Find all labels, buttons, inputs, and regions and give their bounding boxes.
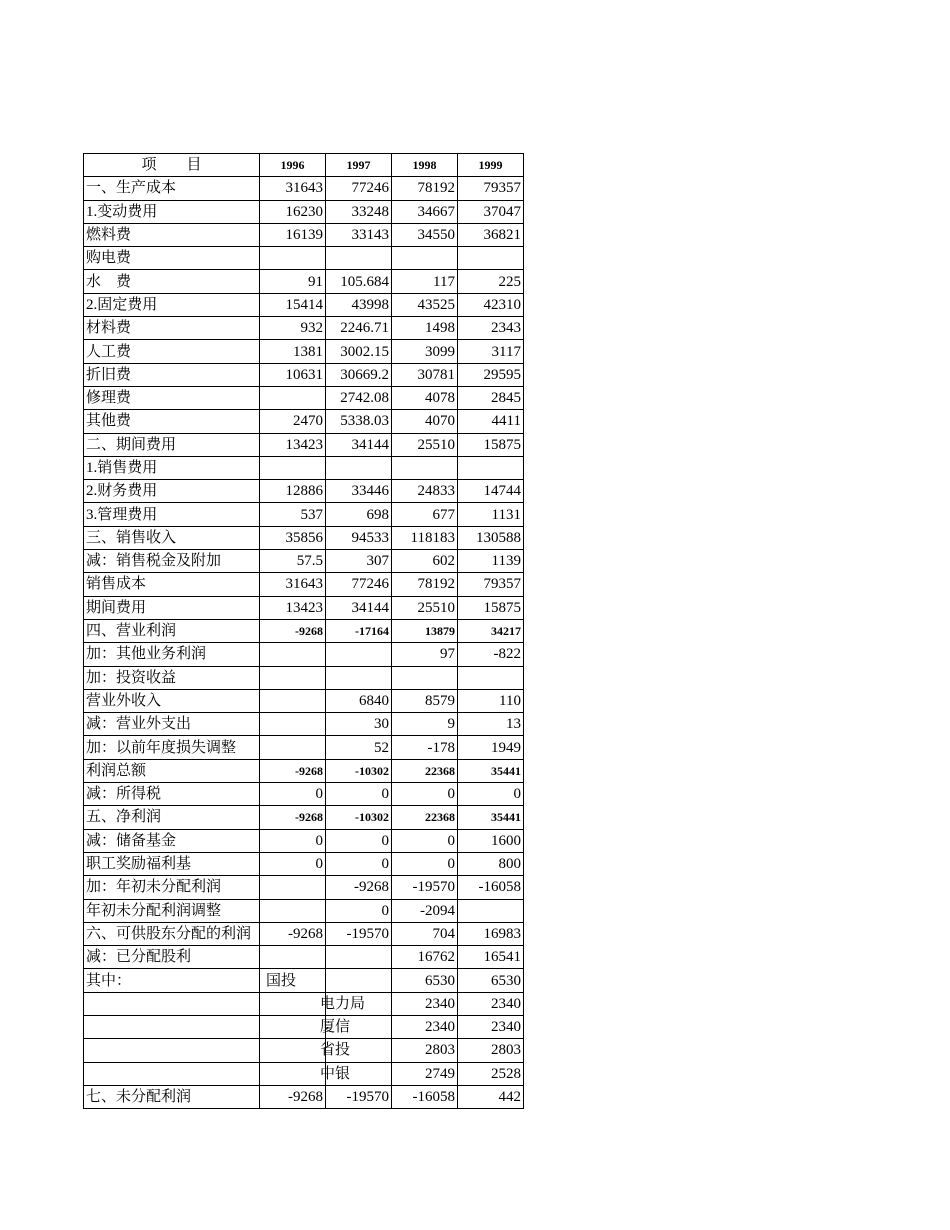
row-label	[84, 876, 260, 899]
sub-label: 电力局	[320, 995, 366, 1012]
cell-1996	[260, 969, 326, 992]
table-row	[84, 433, 524, 456]
cell-1999: 37047	[458, 200, 524, 223]
sub-label: 省投	[320, 1042, 351, 1059]
row-label	[84, 1085, 260, 1108]
row-label-text: 减：所得税	[86, 786, 162, 803]
table-row	[84, 783, 524, 806]
cell-1998: 0	[392, 852, 458, 875]
row-label-text: 减：销售税金及附加	[86, 553, 222, 570]
cell-1999: 35441	[458, 759, 524, 782]
cell-1997: 33248	[326, 200, 392, 223]
cell-1998: 43525	[392, 293, 458, 316]
row-label	[84, 759, 260, 782]
table-row	[84, 666, 524, 689]
cell-1998: 4070	[392, 410, 458, 433]
cell-1996: 15414	[260, 293, 326, 316]
row-label	[84, 247, 260, 270]
cell-1998: -178	[392, 736, 458, 759]
header-year-1996: 1996	[260, 154, 326, 177]
cell-1999: 442	[458, 1085, 524, 1108]
sub-label: 中银	[320, 1065, 351, 1082]
table-row	[84, 829, 524, 852]
cell-1998: 2340	[392, 992, 458, 1015]
row-label	[84, 736, 260, 759]
cell-1999: 1131	[458, 503, 524, 526]
row-label-text: 加：其他业务利润	[86, 646, 207, 663]
cell-1999: 2528	[458, 1062, 524, 1085]
row-label	[84, 969, 260, 992]
table-row	[84, 969, 524, 992]
cell-1998: 22368	[392, 759, 458, 782]
cell-1998: 9	[392, 713, 458, 736]
cell-1998: 34550	[392, 223, 458, 246]
cell-1998: 118183	[392, 526, 458, 549]
cell-1996	[260, 736, 326, 759]
cell-1998: 602	[392, 550, 458, 573]
cell-1997: 34144	[326, 433, 392, 456]
table-row	[84, 643, 524, 666]
row-label	[84, 573, 260, 596]
cell-1996: 537	[260, 503, 326, 526]
table-row	[84, 759, 524, 782]
cell-1997: -10302	[326, 806, 392, 829]
table-row	[84, 480, 524, 503]
cell-1997	[326, 666, 392, 689]
table-row	[84, 340, 524, 363]
row-label	[84, 806, 260, 829]
table-row	[84, 456, 524, 479]
cell-1999: 1139	[458, 550, 524, 573]
cell-1996	[260, 689, 326, 712]
row-label-text: 营业外收入	[86, 692, 162, 709]
table-row	[84, 293, 524, 316]
row-label-text: 六、可供股东分配的利润	[86, 925, 252, 942]
cell-1996: 10631	[260, 363, 326, 386]
cell-1997: 33446	[326, 480, 392, 503]
table-row	[84, 736, 524, 759]
row-label-text: 燃料费	[86, 227, 132, 244]
table-row	[84, 177, 524, 200]
row-label-text: 加：以前年度损失调整	[86, 739, 237, 756]
table-row	[84, 689, 524, 712]
cell-1998: 22368	[392, 806, 458, 829]
row-label	[84, 410, 260, 433]
row-label-text: 3.管理费用	[86, 506, 158, 523]
row-label	[84, 922, 260, 945]
cell-1998: 704	[392, 922, 458, 945]
cell-1997: 94533	[326, 526, 392, 549]
cell-1996: 13423	[260, 433, 326, 456]
cell-1997: -17164	[326, 619, 392, 642]
table-row	[84, 410, 524, 433]
cell-1999	[458, 456, 524, 479]
financial-table	[83, 153, 524, 1109]
table-row	[84, 876, 524, 899]
cell-1999	[458, 247, 524, 270]
row-label-text: 一、生产成本	[86, 180, 177, 197]
cell-1998: 8579	[392, 689, 458, 712]
cell-1998	[392, 666, 458, 689]
table-row	[84, 1085, 524, 1108]
cell-1997: 6840	[326, 689, 392, 712]
cell-1998	[392, 247, 458, 270]
cell-1998: 34667	[392, 200, 458, 223]
cell-1997: -19570	[326, 1085, 392, 1108]
cell-1996	[260, 1062, 351, 1085]
table-row	[84, 713, 524, 736]
cell-1998: 25510	[392, 433, 458, 456]
row-label	[84, 503, 260, 526]
table-row	[84, 573, 524, 596]
row-label	[84, 456, 260, 479]
cell-1998	[392, 456, 458, 479]
header-year-1998: 1998	[392, 154, 458, 177]
cell-1999: 16541	[458, 946, 524, 969]
row-label	[84, 223, 260, 246]
cell-1996: 0	[260, 783, 326, 806]
row-label-text: 其中：	[86, 972, 132, 989]
cell-1998: 24833	[392, 480, 458, 503]
row-label-text: 材料费	[86, 320, 132, 337]
cell-1999: 4411	[458, 410, 524, 433]
table-row	[84, 946, 524, 969]
header-item: 项 目	[84, 154, 260, 177]
cell-1996	[260, 386, 326, 409]
cell-1997	[326, 946, 392, 969]
cell-1996	[260, 247, 326, 270]
cell-1997: -10302	[326, 759, 392, 782]
cell-1997: 43998	[326, 293, 392, 316]
cell-1996	[260, 992, 366, 1015]
cell-1999	[458, 666, 524, 689]
row-label	[84, 363, 260, 386]
cell-1998: -19570	[392, 876, 458, 899]
cell-1999: 800	[458, 852, 524, 875]
row-label	[84, 293, 260, 316]
table-row	[84, 806, 524, 829]
cell-1998: 6530	[392, 969, 458, 992]
cell-1998: -16058	[392, 1085, 458, 1108]
header-row	[84, 154, 524, 177]
cell-1997	[326, 456, 392, 479]
cell-1998: 117	[392, 270, 458, 293]
row-label-text: 2.财务费用	[86, 483, 158, 500]
row-label-text: 折旧费	[86, 366, 132, 383]
cell-1996: 932	[260, 317, 326, 340]
row-label	[84, 596, 260, 619]
cell-1998: 13879	[392, 619, 458, 642]
header-year-1999: 1999	[458, 154, 524, 177]
cell-1997: 3002.15	[326, 340, 392, 363]
cell-1997: 2742.08	[326, 386, 392, 409]
cell-1999: 16983	[458, 922, 524, 945]
cell-1998: 3099	[392, 340, 458, 363]
cell-1996: -9268	[260, 922, 326, 945]
row-label-text: 年初未分配利润调整	[86, 902, 222, 919]
row-label	[84, 1062, 260, 1085]
row-label	[84, 177, 260, 200]
cell-1999: 29595	[458, 363, 524, 386]
cell-1999: 35441	[458, 806, 524, 829]
row-label-text: 修理费	[86, 390, 132, 407]
row-label	[84, 852, 260, 875]
row-label-text: 销售成本	[86, 576, 147, 593]
cell-1997: 698	[326, 503, 392, 526]
row-label	[84, 643, 260, 666]
row-label	[84, 713, 260, 736]
cell-1999: 1600	[458, 829, 524, 852]
table-row	[84, 922, 524, 945]
cell-1998: 16762	[392, 946, 458, 969]
cell-1997: 0	[326, 783, 392, 806]
cell-1997	[326, 643, 392, 666]
row-label	[84, 317, 260, 340]
cell-1997: 33143	[326, 223, 392, 246]
row-label-text: 利润总额	[86, 762, 147, 779]
cell-1999: 2340	[458, 992, 524, 1015]
cell-1996	[260, 1039, 351, 1062]
cell-1999: 1949	[458, 736, 524, 759]
cell-1996: 16230	[260, 200, 326, 223]
cell-1997: 2246.71	[326, 317, 392, 340]
row-label-text: 加：年初未分配利润	[86, 879, 222, 896]
row-label	[84, 1015, 260, 1038]
cell-1996	[260, 899, 326, 922]
row-label	[84, 829, 260, 852]
cell-1998: 0	[392, 783, 458, 806]
table-row	[84, 386, 524, 409]
cell-1996: 31643	[260, 177, 326, 200]
row-label-text: 1.变动费用	[86, 203, 158, 220]
row-label-text: 减：已分配股利	[86, 949, 192, 966]
sub-label: 厦信	[320, 1018, 351, 1035]
cell-1996: 16139	[260, 223, 326, 246]
cell-1999: -822	[458, 643, 524, 666]
row-label	[84, 340, 260, 363]
table-row	[84, 852, 524, 875]
table-row	[84, 1039, 524, 1062]
sub-label: 国投	[266, 972, 297, 989]
cell-1998: 25510	[392, 596, 458, 619]
cell-1996	[260, 713, 326, 736]
row-label	[84, 946, 260, 969]
cell-1997: 52	[326, 736, 392, 759]
cell-1999: 36821	[458, 223, 524, 246]
cell-1999: 13	[458, 713, 524, 736]
cell-1996: -9268	[260, 619, 326, 642]
cell-1997: 0	[326, 899, 392, 922]
cell-1997: -9268	[326, 876, 392, 899]
row-label	[84, 783, 260, 806]
table-row	[84, 270, 524, 293]
cell-1999: 2343	[458, 317, 524, 340]
cell-1997	[326, 969, 392, 992]
cell-1997: 307	[326, 550, 392, 573]
cell-1999: 14744	[458, 480, 524, 503]
cell-1998: 2803	[392, 1039, 458, 1062]
cell-1998: 677	[392, 503, 458, 526]
row-label	[84, 433, 260, 456]
row-label	[84, 992, 260, 1015]
cell-1999	[458, 899, 524, 922]
table-row	[84, 992, 524, 1015]
cell-1997	[326, 247, 392, 270]
cell-1999: 2845	[458, 386, 524, 409]
cell-1999: 79357	[458, 573, 524, 596]
table-row	[84, 526, 524, 549]
cell-1998: 0	[392, 829, 458, 852]
cell-1999: 0	[458, 783, 524, 806]
cell-1996: 91	[260, 270, 326, 293]
cell-1996	[260, 876, 326, 899]
table-row	[84, 247, 524, 270]
cell-1996: 31643	[260, 573, 326, 596]
row-label	[84, 550, 260, 573]
cell-1996: 1381	[260, 340, 326, 363]
cell-1999: -16058	[458, 876, 524, 899]
cell-1999: 6530	[458, 969, 524, 992]
cell-1999: 2340	[458, 1015, 524, 1038]
row-label-text: 减：营业外支出	[86, 716, 192, 733]
row-label	[84, 200, 260, 223]
cell-1998: 30781	[392, 363, 458, 386]
cell-1996: 0	[260, 829, 326, 852]
cell-1997: 77246	[326, 573, 392, 596]
cell-1996: -9268	[260, 759, 326, 782]
cell-1997: 77246	[326, 177, 392, 200]
cell-1999: 2803	[458, 1039, 524, 1062]
cell-1999: 3117	[458, 340, 524, 363]
cell-1996	[260, 643, 326, 666]
table-row	[84, 899, 524, 922]
cell-1996: 13423	[260, 596, 326, 619]
row-label-text: 二、期间费用	[86, 436, 177, 453]
cell-1996	[260, 1015, 351, 1038]
table-row	[84, 550, 524, 573]
cell-1997: 0	[326, 829, 392, 852]
cell-1998: 78192	[392, 177, 458, 200]
row-label	[84, 619, 260, 642]
cell-1999: 15875	[458, 433, 524, 456]
cell-1997: 30	[326, 713, 392, 736]
cell-1999: 34217	[458, 619, 524, 642]
row-label-text: 1.销售费用	[86, 460, 158, 476]
row-label-text: 三、销售收入	[86, 529, 177, 546]
cell-1998: 2340	[392, 1015, 458, 1038]
row-label-text: 其他费	[86, 413, 132, 430]
cell-1999: 15875	[458, 596, 524, 619]
row-label-text: 购电费	[86, 250, 132, 267]
row-label-text: 加：投资收益	[86, 669, 177, 686]
cell-1996	[260, 456, 326, 479]
cell-1997: 0	[326, 852, 392, 875]
row-label	[84, 899, 260, 922]
cell-1996	[260, 946, 326, 969]
cell-1998: 4078	[392, 386, 458, 409]
table-row	[84, 503, 524, 526]
row-label	[84, 666, 260, 689]
cell-1996: 35856	[260, 526, 326, 549]
cell-1999: 225	[458, 270, 524, 293]
cell-1998: 2749	[392, 1062, 458, 1085]
cell-1997: 105.684	[326, 270, 392, 293]
row-label-text: 四、营业利润	[86, 623, 177, 640]
cell-1998: -2094	[392, 899, 458, 922]
row-label	[84, 689, 260, 712]
row-label-text: 七、未分配利润	[86, 1089, 192, 1106]
row-label	[84, 386, 260, 409]
row-label-text: 期间费用	[86, 599, 147, 616]
cell-1996	[260, 666, 326, 689]
cell-1998: 78192	[392, 573, 458, 596]
table-row	[84, 596, 524, 619]
row-label-text: 人工费	[86, 343, 132, 360]
cell-1996: 57.5	[260, 550, 326, 573]
table-row	[84, 1015, 524, 1038]
row-label-text: 2.固定费用	[86, 296, 158, 313]
row-label	[84, 480, 260, 503]
row-label	[84, 1039, 260, 1062]
row-label-text: 减：储备基金	[86, 832, 177, 849]
cell-1998: 97	[392, 643, 458, 666]
cell-1997: 34144	[326, 596, 392, 619]
row-label-text: 职工奖励福利基	[86, 856, 192, 873]
cell-1999: 110	[458, 689, 524, 712]
cell-1997: 5338.03	[326, 410, 392, 433]
header-year-1997: 1997	[326, 154, 392, 177]
cell-1996: 0	[260, 852, 326, 875]
cell-1999: 130588	[458, 526, 524, 549]
cell-1997: -19570	[326, 922, 392, 945]
cell-1996: -9268	[260, 1085, 326, 1108]
row-label-text: 五、净利润	[86, 809, 162, 826]
cell-1998: 1498	[392, 317, 458, 340]
cell-1996: 12886	[260, 480, 326, 503]
table-row	[84, 223, 524, 246]
row-label	[84, 526, 260, 549]
row-label	[84, 270, 260, 293]
cell-1999: 79357	[458, 177, 524, 200]
table-row	[84, 619, 524, 642]
cell-1996: -9268	[260, 806, 326, 829]
table-row	[84, 1062, 524, 1085]
cell-1996: 2470	[260, 410, 326, 433]
row-label-text: 水 费	[86, 273, 132, 290]
table-row	[84, 200, 524, 223]
table-row	[84, 317, 524, 340]
cell-1997: 30669.2	[326, 363, 392, 386]
table-row	[84, 363, 524, 386]
cell-1999: 42310	[458, 293, 524, 316]
